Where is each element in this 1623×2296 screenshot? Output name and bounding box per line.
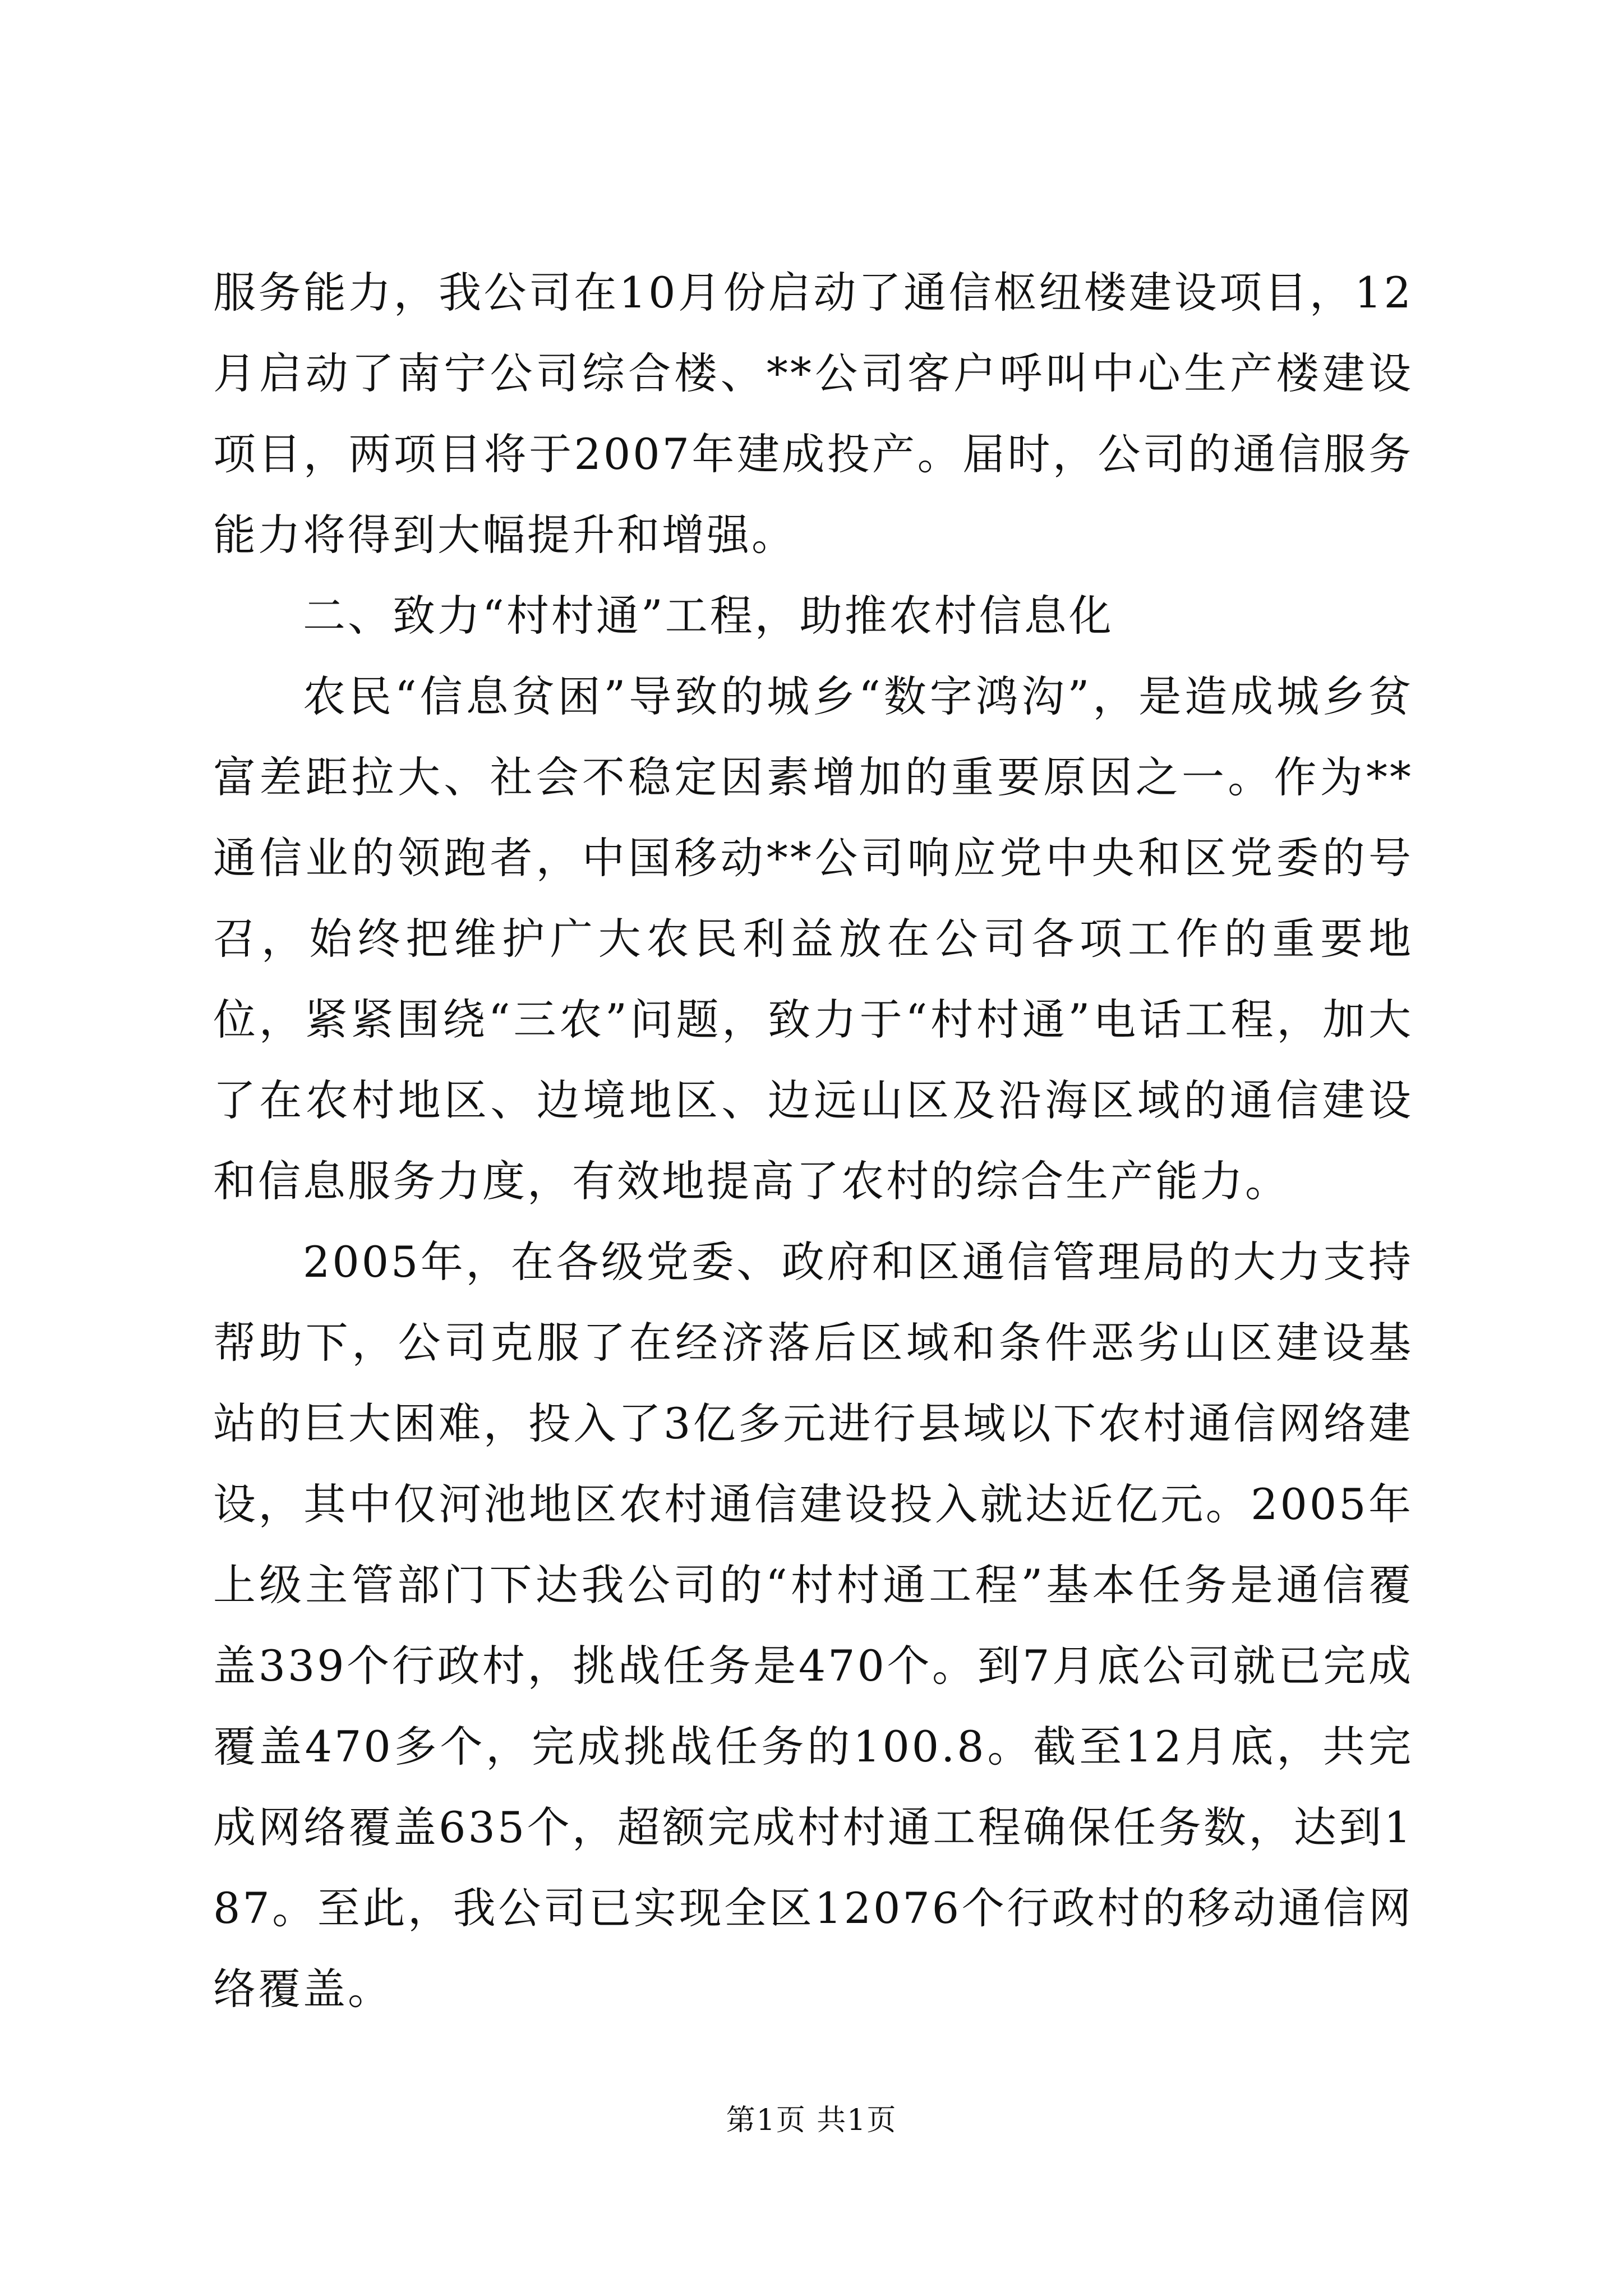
document-body [213,252,1413,2030]
paragraph-service-capacity: 服务能力，我公司在10月份启动了通信枢纽楼建设项目，12月启动了南宁公司综合楼、**公司客户呼叫中心生产楼建设项目，两项目将于2007年建成投产。届时，公司的通信服务能力将得到大幅提升和增强。 [213,268,1413,560]
paragraph-2005-coverage: 2005年，在各级党委、政府和区通信管理局的大力支持帮助下，公司克服了在经济落后区域和条件恶劣山区建设基站的巨大困难，投入了3亿多元进行县域以下农村通信网络建设，其中仅河池地区农村通信建设投入就达近亿元。2005年上级主管部门下达我公司的“村村通工程”基本任务是通信覆盖339个行政村，挑战任务是470个。到7月底公司就已完成覆盖470多个，完成挑战任务的100.8。截至12月底，共完成网络覆盖635个，超额完成村村通工程确保任务数，达到187。至此，我公司已实现全区12076个行政村的移动通信网络覆盖。 [213,1237,1413,2014]
page-footer: 第1页 共1页 [726,2104,897,2137]
paragraph-digital-divide: 农民“信息贫困”导致的城乡“数字鸿沟”，是造成城乡贫富差距拉大、社会不稳定因素增加的重要原因之一。作为**通信业的领跑者，中国移动**公司响应党中央和区党委的号召，始终把维护广大农民利益放在公司各项工作的重要地位，紧紧围绕“三农”问题，致力于“村村通”电话工程，加大了在农村地区、边境地区、边远山区及沿海区域的通信建设和信息服务力度，有效地提高了农村的综合生产能力。 [213,671,1413,1206]
section-heading-village-project: 二、致力“村村通”工程，助推农村信息化 [303,591,1114,641]
